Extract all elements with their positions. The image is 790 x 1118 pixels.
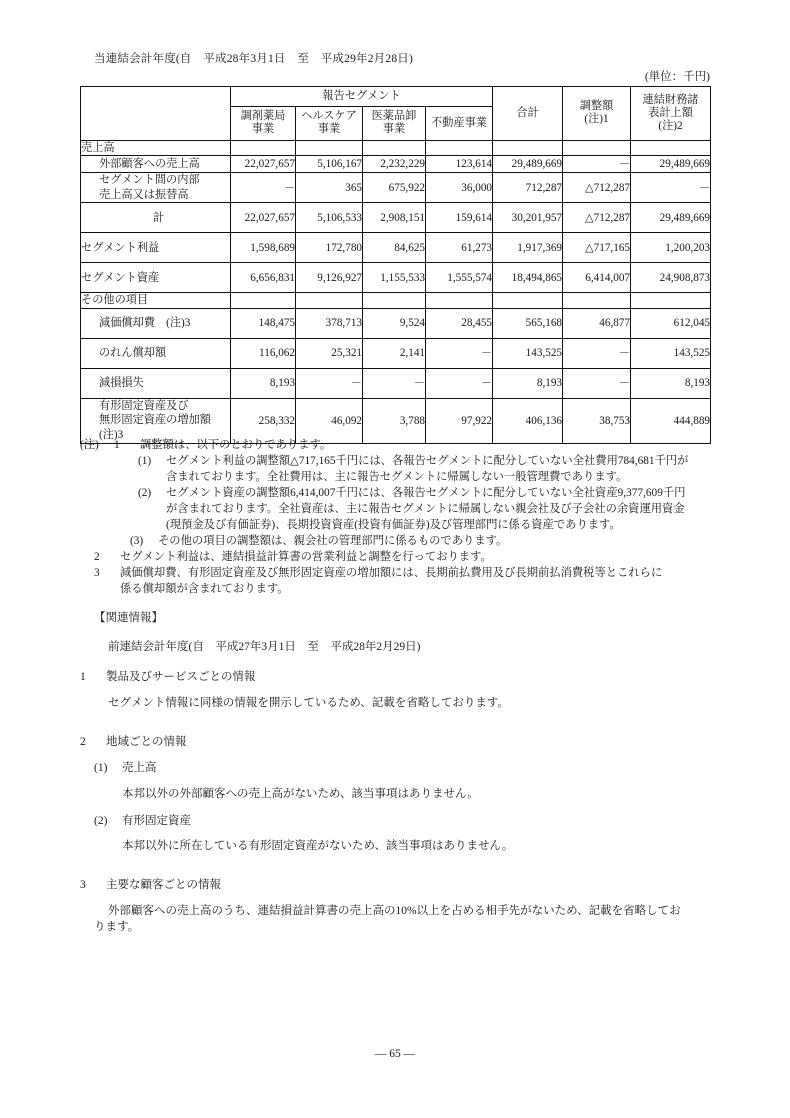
cell: 30,201,957 (493, 203, 563, 233)
cell: 172,780 (296, 233, 363, 263)
cell: 36,000 (426, 173, 493, 203)
cell: － (563, 156, 631, 173)
header-healthcare-line2: 事業 (317, 123, 341, 136)
section-2-sub-1 (94, 760, 740, 777)
table-row (81, 368, 711, 398)
header-wholesale-line2: 事業 (382, 123, 406, 136)
note-sub-line2: が含まれております。全社資産は、主に報告セグメントに帰属しない親会社及び子会社の余資運用資金 (166, 503, 685, 516)
header-consolidated (631, 87, 711, 141)
section-2-sub-1-text: 本邦以外の外部顧客への売上高がないため、該当事項はありません。 (122, 788, 479, 801)
note-sub-marker: (1) (138, 455, 152, 468)
header-consolidated-line2: 表計上額 (648, 106, 693, 119)
cell: 24,908,873 (631, 263, 711, 293)
table-row (81, 173, 711, 203)
cell: 116,062 (231, 338, 296, 368)
cell: － (231, 173, 296, 203)
row-label-external-customer-sales: 外部顧客への売上高 (81, 156, 231, 173)
cell (563, 140, 631, 156)
period-title: 当連結会計年度(自 平成28年3月1日 至 平成29年2月28日) (94, 53, 414, 65)
section-1-text: セグメント情報に同様の情報を開示しているため、記載を省略しております。 (108, 697, 510, 710)
note-sub-text (166, 485, 740, 533)
note-item-1 (80, 437, 740, 453)
row-label-line3: (注)3 (99, 429, 124, 442)
note-item-2 (94, 549, 740, 565)
cell: 712,287 (493, 173, 563, 203)
cell: － (631, 173, 711, 203)
cell: △717,165 (563, 233, 631, 263)
section-title: 製品及びサービスごとの情報 (106, 671, 256, 684)
cell: 258,332 (231, 398, 296, 443)
section-title: 地域ごとの情報 (106, 735, 187, 748)
cell: 8,193 (231, 368, 296, 398)
header-total: 合計 (493, 87, 563, 141)
table-row (81, 338, 711, 368)
cell: 28,455 (426, 308, 493, 338)
cell: 5,106,167 (296, 156, 363, 173)
cell: 2,232,229 (363, 156, 426, 173)
header-blank-corner (81, 87, 231, 141)
cell: 2,141 (363, 338, 426, 368)
cell: 25,321 (296, 338, 363, 368)
cell: 97,922 (426, 398, 493, 443)
section-3 (80, 877, 740, 894)
cell: 6,656,831 (231, 263, 296, 293)
cell: － (296, 368, 363, 398)
cell: 378,713 (296, 308, 363, 338)
row-label-sales-subtotal: 計 (81, 203, 231, 233)
table-row (81, 156, 711, 173)
note-sub-line1: セグメント利益の調整額△717,165千円には、各報告セグメントに配分していない全社費用784,681千円が (166, 455, 689, 468)
header-adjustment (563, 87, 631, 141)
cell: 143,525 (493, 338, 563, 368)
cell: 1,555,574 (426, 263, 493, 293)
section-3-line2: ります。 (94, 921, 140, 934)
row-label-depreciation: 減価償却費 (注)3 (81, 308, 231, 338)
cell: 29,489,669 (631, 156, 711, 173)
cell: 612,045 (631, 308, 711, 338)
cell: 29,489,669 (493, 156, 563, 173)
note-sub-2 (138, 485, 740, 533)
row-label-intersegment-sales (81, 173, 231, 203)
cell (296, 140, 363, 156)
cell: 22,027,657 (231, 203, 296, 233)
header-realestate-segment: 不動産事業 (426, 107, 493, 140)
cell (231, 293, 296, 309)
sub-marker: (1) (94, 762, 108, 775)
cell: 18,494,865 (493, 263, 563, 293)
cell: 365 (296, 173, 363, 203)
cell: 8,193 (493, 368, 563, 398)
header-consolidated-line3: (注)2 (658, 119, 683, 132)
cell: 1,200,203 (631, 233, 711, 263)
header-healthcare-line1: ヘルスケア (301, 110, 357, 123)
note-text: セグメント利益は、連結損益計算書の営業利益と調整を行っております。 (120, 551, 492, 564)
section-2-sub-2-text: 本邦以外に所在している有形固定資産がないため、該当事項はありません。 (122, 840, 514, 853)
unit-note: (単位：千円) (644, 71, 710, 83)
cell: 5,106,533 (296, 203, 363, 233)
header-adjustment-line1: 調整額 (579, 100, 614, 113)
cell: － (563, 338, 631, 368)
cell: △712,287 (563, 173, 631, 203)
cell: 2,908,151 (363, 203, 426, 233)
section-2 (80, 734, 740, 751)
header-pharmacy-line1: 調剤薬局 (240, 110, 286, 123)
note-line1: 減価償却費、有形固定資産及び無形固定資産の増加額には、長期前払費用及び長期前払消費税等とこれらに (120, 567, 663, 580)
note-item-3 (94, 565, 740, 597)
cell (493, 140, 563, 156)
related-information-block (80, 610, 740, 936)
related-period-title: 前連結会計年度(自 平成27年3月1日 至 平成28年2月29日) (108, 640, 421, 653)
cell: 9,524 (363, 308, 426, 338)
table-row (81, 308, 711, 338)
table-header-row-1 (81, 87, 711, 107)
section-2-sub-2 (94, 813, 740, 830)
section-number: 2 (80, 735, 86, 748)
row-label-net-sales: 売上高 (81, 140, 231, 156)
table-row (81, 293, 711, 309)
table-row (81, 233, 711, 263)
related-information-heading: 【関連情報】 (94, 612, 163, 624)
cell: － (426, 338, 493, 368)
row-label-segment-profit: セグメント利益 (81, 233, 231, 263)
header-consolidated-line1: 連結財務諸 (642, 93, 699, 106)
header-pharmacy-segment (231, 107, 296, 140)
cell: － (426, 368, 493, 398)
cell (631, 140, 711, 156)
cell: 3,788 (363, 398, 426, 443)
cell: 148,475 (231, 308, 296, 338)
note-number: 1 (114, 439, 120, 451)
cell (296, 293, 363, 309)
cell: 565,168 (493, 308, 563, 338)
section-1 (80, 669, 740, 686)
cell: 84,625 (363, 233, 426, 263)
row-label-other-items: その他の項目 (81, 293, 231, 309)
header-wholesale-segment (363, 107, 426, 140)
cell: 46,092 (296, 398, 363, 443)
table-row (81, 263, 711, 293)
header-adjustment-line2: (注)1 (584, 113, 609, 126)
cell: 8,193 (631, 368, 711, 398)
note-number: 2 (94, 551, 100, 564)
sub-title: 売上高 (122, 762, 157, 775)
cell: 61,273 (426, 233, 493, 263)
sub-marker: (2) (94, 814, 108, 827)
note-sub-marker: (2) (138, 487, 152, 500)
row-label-segment-assets: セグメント資産 (81, 263, 231, 293)
note-text: 調整額は、以下のとおりであります。 (140, 439, 332, 451)
note-number: 3 (94, 567, 100, 580)
cell: 406,136 (493, 398, 563, 443)
cell (631, 293, 711, 309)
table-row (81, 203, 711, 233)
cell: 6,414,007 (563, 263, 631, 293)
page-number-footer: ― 65 ― (374, 1048, 416, 1060)
note-sub-line2: 含まれております。全社費用は、主に報告セグメントに帰属しない一般管理費であります。 (166, 471, 628, 484)
note-sub-line1: セグメント資産の調整額6,414,007千円には、各報告セグメントに配分していない全社資産9,377,609千円 (166, 487, 686, 500)
note-sub-line3: (現預金及び有価証券)、長期投資資産(投資有価証券)及び管理部門に係る資産であります。 (166, 519, 621, 532)
cell: 1,598,689 (231, 233, 296, 263)
cell: 123,614 (426, 156, 493, 173)
cell: 1,155,533 (363, 263, 426, 293)
cell: 1,917,369 (493, 233, 563, 263)
header-reportable-segments: 報告セグメント (231, 87, 493, 107)
cell: 29,489,669 (631, 203, 711, 233)
cell (426, 293, 493, 309)
note-text (120, 565, 740, 597)
cell: 159,614 (426, 203, 493, 233)
cell: △712,287 (563, 203, 631, 233)
segment-information-table (80, 86, 711, 444)
row-label-impairment-loss: 減損損失 (81, 368, 231, 398)
section-number: 3 (80, 879, 86, 892)
header-pharmacy-line2: 事業 (251, 123, 275, 136)
cell (493, 293, 563, 309)
cell: 675,922 (363, 173, 426, 203)
cell (363, 140, 426, 156)
row-label-line2: 無形固定資産の増加額 (99, 414, 211, 427)
note-lead-marker: (注) (80, 439, 99, 451)
table-row (81, 140, 711, 156)
cell: 38,753 (563, 398, 631, 443)
cell: 444,889 (631, 398, 711, 443)
note-sub-text (166, 453, 740, 485)
table-notes (80, 437, 740, 597)
cell (231, 140, 296, 156)
cell (363, 293, 426, 309)
note-line2: 係る償却額が含まれております。 (120, 583, 289, 596)
row-label-goodwill-amortization: のれん償却額 (81, 338, 231, 368)
row-label-line1: 有形固定資産及び (99, 399, 189, 412)
note-sub-text: その他の項目の調整額は、親会社の管理部門に係るものであります。 (158, 535, 508, 548)
note-sub-1 (138, 453, 740, 485)
cell: 143,525 (631, 338, 711, 368)
cell (426, 140, 493, 156)
cell: 9,126,927 (296, 263, 363, 293)
section-number: 1 (80, 671, 86, 684)
note-sub-3 (130, 533, 740, 549)
note-sub-marker: (3) (130, 535, 144, 548)
row-label-line2: 売上高又は振替高 (99, 188, 189, 201)
cell: － (363, 368, 426, 398)
cell (563, 293, 631, 309)
section-title: 主要な顧客ごとの情報 (106, 879, 221, 892)
header-wholesale-line1: 医薬品卸 (371, 110, 417, 123)
cell: － (563, 368, 631, 398)
section-3-line1: 外部顧客への売上高のうち、連結損益計算書の売上高の10%以上を占める相手先がないため、記載を省略してお (108, 904, 681, 917)
row-label-line1: セグメント間の内部 (99, 174, 200, 187)
header-healthcare-segment (296, 107, 363, 140)
cell: 22,027,657 (231, 156, 296, 173)
sub-title: 有形固定資産 (122, 814, 191, 827)
cell: 46,877 (563, 308, 631, 338)
